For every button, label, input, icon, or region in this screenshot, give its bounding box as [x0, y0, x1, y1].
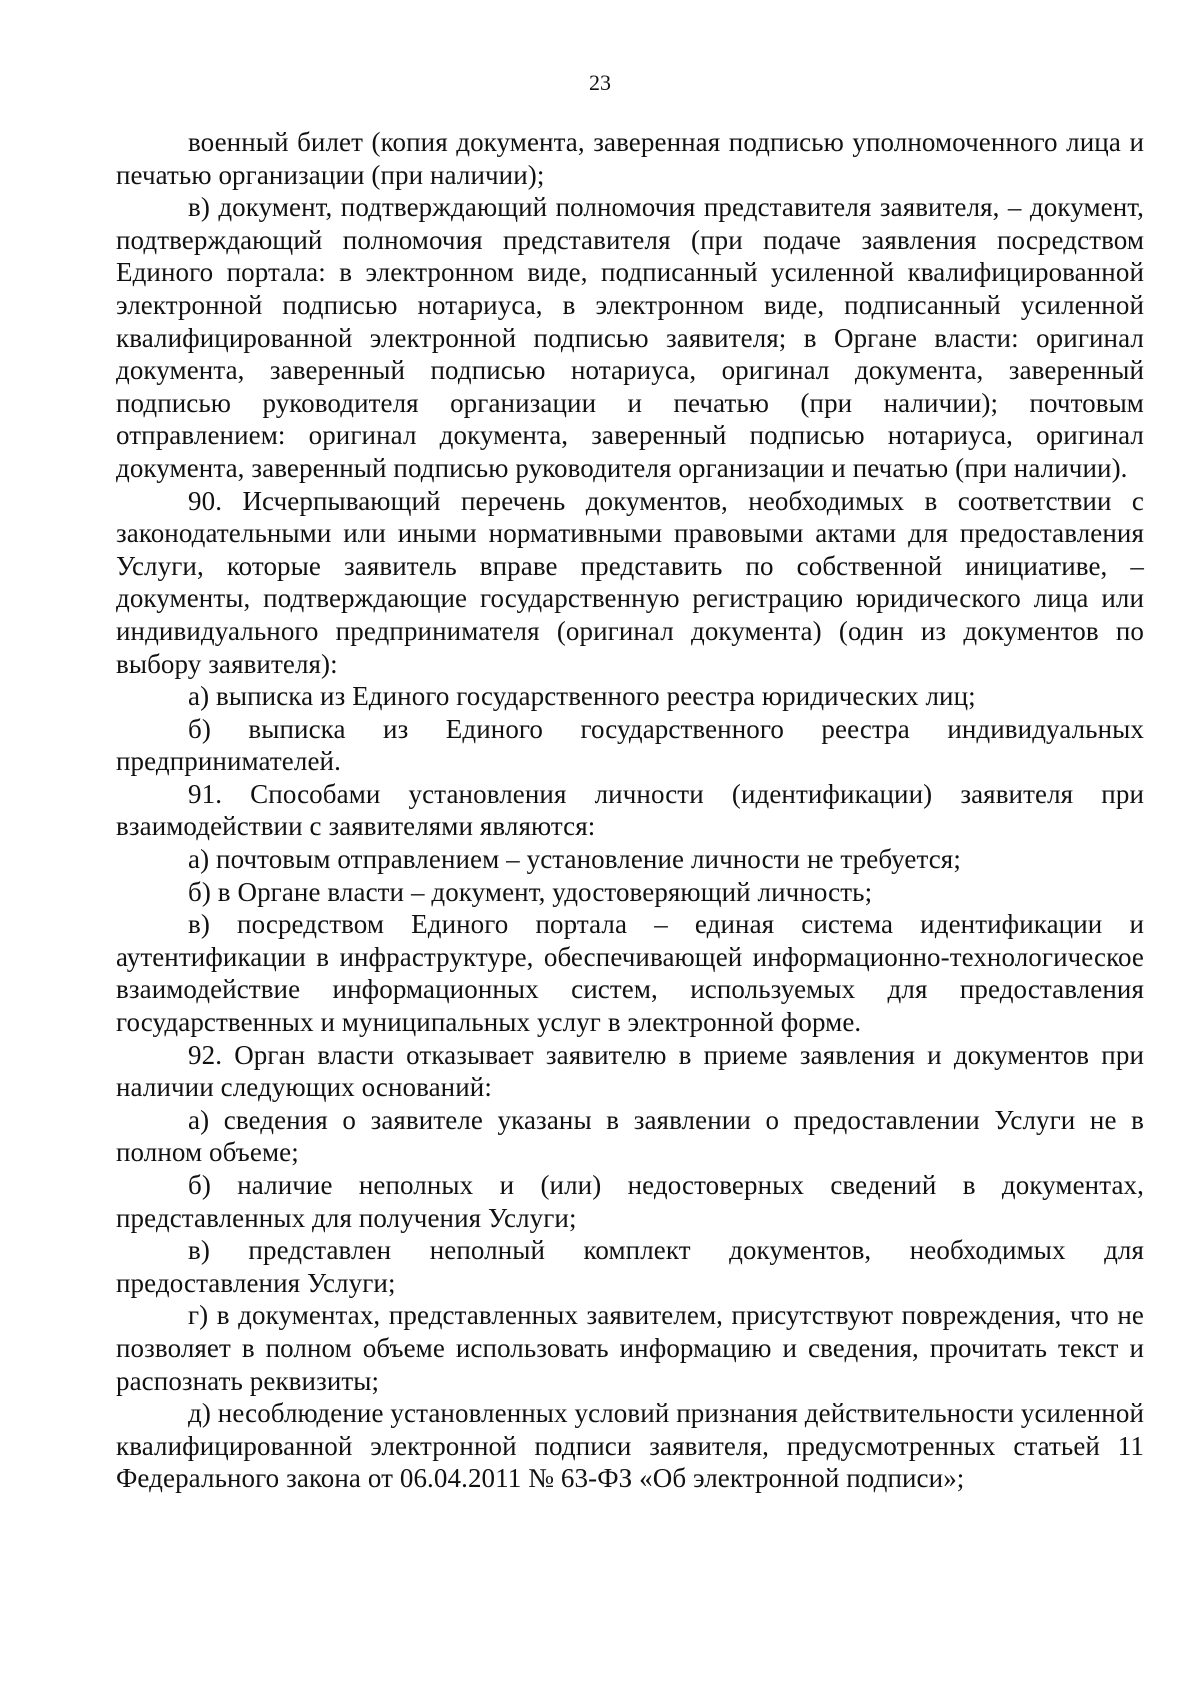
paragraph-item-90-a: а) выписка из Единого государственного реестра юридических лиц;: [188, 681, 976, 712]
paragraph-military-id: военный билет (копия документа, заверенная подписью уполномоченного лица и печатью организации (при наличии);: [116, 127, 1144, 190]
paragraph-item-90: 90. Исчерпывающий перечень документов, необходимых в соответствии с законодательными или иными нормативными правовыми актами для предоставления Услуги, которые заявитель вправе представить по собственной инициативе, – документы, подтверждающие государственную регистрацию юридического лица или индивидуального предпринимателя (оригинал документа) (один из документов по выбору заявителя):: [116, 485, 1144, 679]
paragraph-item-92-v: в) представлен неполный комплект документов, необходимых для предоставления Услуги;: [116, 1235, 1144, 1298]
paragraph-item-92-a: а) сведения о заявителе указаны в заявлении о предоставлении Услуги не в полном объеме;: [116, 1104, 1144, 1168]
paragraph-item-92-d: д) несоблюдение установленных условий признания действительности усиленной квалифицированной электронной подписи заявителя, предусмотренных статьей 11 Федерального закона от 06.04.2011 № 63-ФЗ «Об электронной подписи»;: [116, 1398, 1144, 1494]
paragraph-item-91-v: в) посредством Единого портала – единая система идентификации и аутентификации в инфраструктуре, обеспечивающей информационно-технологическое взаимодействие информационных систем, используемых для предоставления государственных и муниципальных услуг в электронной форме.: [116, 909, 1144, 1038]
paragraph-item-92-b: б) наличие неполных и (или) недостоверных сведений в документах, представленных для получения Услуги;: [116, 1170, 1144, 1233]
paragraph-item-91-b: б) в Органе власти – документ, удостоверяющий личность;: [188, 876, 873, 907]
paragraph-item-91-a: а) почтовым отправлением – установление личности не требуется;: [188, 844, 961, 875]
paragraph-representative-authority: в) документ, подтверждающий полномочия представителя заявителя, – документ, подтверждающий полномочия представителя (при подаче заявления посредством Единого портала: в электронном виде, подписанный усиленной квалифицированной электронной подписью нотариуса, в электронном виде, подписанный усиленной квалифицированной электронной подписью заявителя; в Органе власти: оригинал документа, заверенный подписью нотариуса, оригинал документа, заверенный подписью руководителя организации и печатью (при наличии); почтовым отправлением: оригинал документа, заверенный подписью нотариуса, оригинал документа, заверенный подписью руководителя организации и печатью (при наличии).: [116, 192, 1144, 483]
paragraph-item-92: 92. Орган власти отказывает заявителю в приеме заявления и документов при наличии следующих оснований:: [116, 1039, 1144, 1103]
paragraph-item-90-b: б) выписка из Единого государственного реестра индивидуальных предпринимателей.: [116, 713, 1144, 777]
paragraph-item-92-g: г) в документах, представленных заявителем, присутствуют повреждения, что не позволяет в полном объеме использовать информацию и сведения, прочитать текст и распознать реквизиты;: [116, 1300, 1144, 1396]
document-body: [116, 126, 1144, 1495]
paragraph-item-91: 91. Способами установления личности (идентификации) заявителя при взаимодействии с заявителями являются:: [116, 778, 1144, 842]
page-number: 23: [589, 70, 611, 95]
